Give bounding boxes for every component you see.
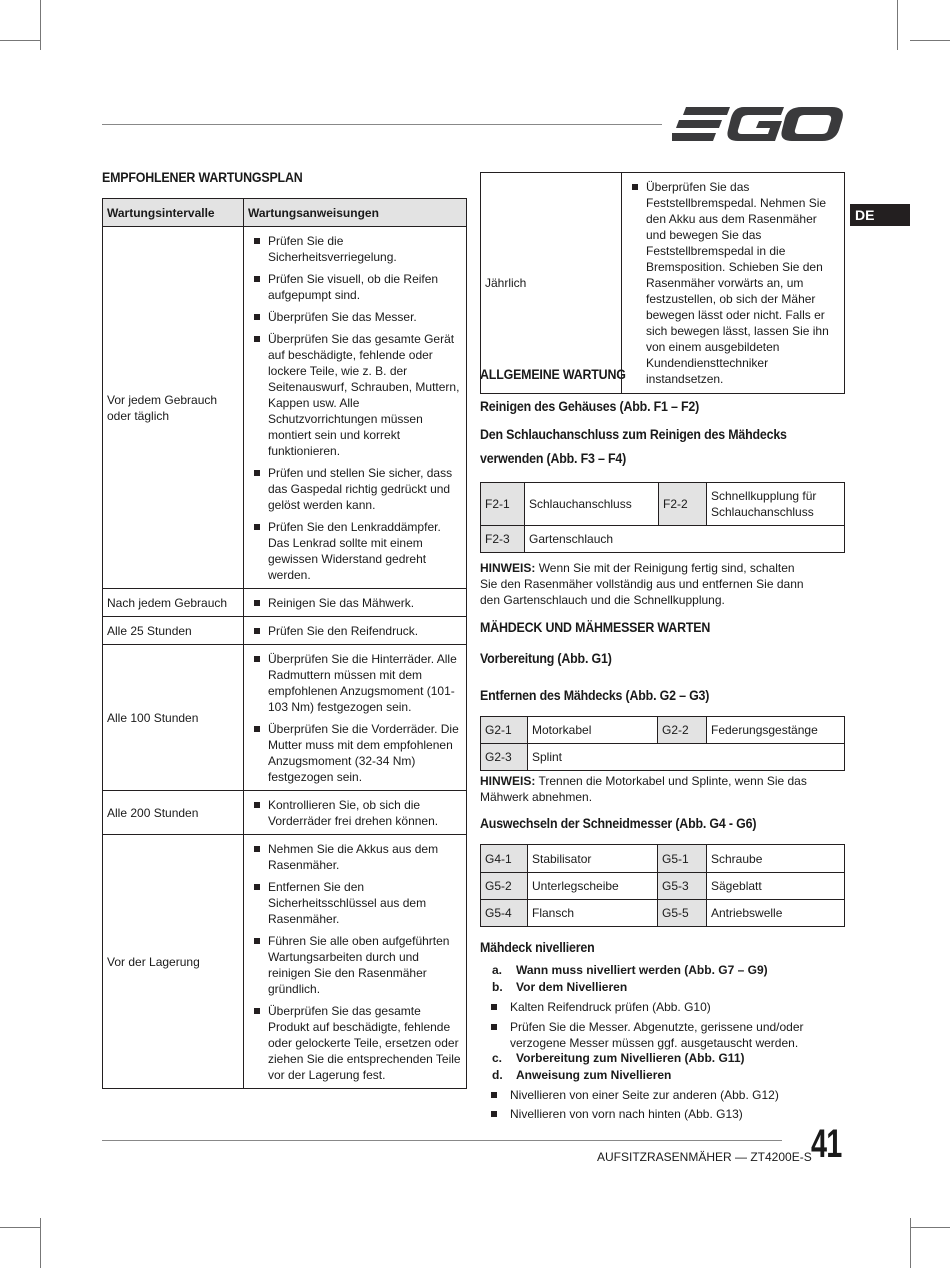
step-text: Wann muss nivelliert werden (Abb. G7 – G9)	[516, 963, 768, 977]
parts-table-f2	[480, 482, 845, 553]
interval-cell: Vor jedem Gebrauch oder täglich	[103, 227, 244, 589]
part-code: G5-2	[481, 873, 528, 900]
list-item: Überprüfen Sie die Hinterräder. Alle Radmuttern müssen mit dem empfohlenen Anzugsmoment (101-103 Nm) festgezogen sein.	[248, 651, 462, 715]
ego-logo	[672, 103, 844, 145]
step-text: Vor dem Nivellieren	[516, 980, 628, 994]
table-row	[481, 845, 845, 873]
table-row	[481, 483, 845, 526]
list-item: Überprüfen Sie das Messer.	[248, 309, 462, 325]
part-label: Schlauchanschluss	[525, 483, 659, 526]
interval-cell: Vor der Lagerung	[103, 835, 244, 1089]
hose-heading-line: verwenden (Abb. F3 – F4)	[480, 451, 627, 466]
table-row	[103, 791, 467, 835]
table-row	[481, 173, 845, 394]
table-row	[103, 589, 467, 617]
step-text: Anweisung zum Nivellieren	[516, 1068, 672, 1082]
note-text: Wenn Sie mit der Reinigung fertig sind, schalten Sie den Rasenmäher vollständig aus und entfernen Sie dann den Gartenschlauch und die Schnellkupplung.	[480, 561, 804, 607]
parts-table-g2	[480, 716, 845, 771]
clean-housing-heading: Reinigen des Gehäuses (Abb. F1 – F2)	[480, 399, 700, 414]
list-item: Überprüfen Sie das Feststellbremspedal. Nehmen Sie den Akku aus dem Rasenmäher und bewegen Sie das Feststellbremspedal in die Bremsposition. Schieben Sie den Rasenmäher vorwärts an, um festzustellen, ob sich der Mäher bewegen lässt oder nicht. Falls er sich bewegen lässt, lassen Sie ihn von einem ausgebildeten Kundendiensttechniker instandsetzen.	[626, 179, 840, 387]
part-code: G2-1	[481, 717, 528, 744]
list-item: Kontrollieren Sie, ob sich die Vorderräder frei drehen können.	[248, 797, 462, 829]
parts-table-g4	[480, 844, 845, 927]
level-step-d	[492, 1067, 671, 1083]
part-code: G5-4	[481, 900, 528, 927]
step-label: d.	[492, 1068, 503, 1082]
annual-maintenance-table	[480, 172, 845, 394]
table-row	[103, 617, 467, 645]
list-item: Prüfen und stellen Sie sicher, dass das Gaspedal richtig gedrückt und gelöst werden kann.	[248, 465, 462, 513]
part-label: Schnellkupplung für Schlauchanschluss	[707, 483, 845, 526]
part-label: Gartenschlauch	[525, 526, 845, 553]
list-item: Nivellieren von einer Seite zur anderen (Abb. G12)	[480, 1087, 844, 1103]
step-text: Vorbereitung zum Nivellieren (Abb. G11)	[516, 1051, 745, 1065]
note-text: Trennen die Motorkabel und Splinte, wenn Sie das Mähwerk abnehmen.	[480, 774, 807, 804]
table-row	[481, 900, 845, 927]
table-header: Wartungsintervalle	[103, 199, 244, 227]
list-item: Prüfen Sie den Reifendruck.	[248, 623, 462, 639]
interval-cell: Jährlich	[481, 173, 622, 394]
part-code: G5-1	[658, 845, 707, 873]
table-row	[481, 873, 845, 900]
table-row	[481, 744, 845, 771]
list-item: Kalten Reifendruck prüfen (Abb. G10)	[480, 999, 844, 1015]
preparation-heading: Vorbereitung (Abb. G1)	[480, 651, 612, 666]
step-label: b.	[492, 980, 503, 994]
list-item: Prüfen Sie den Lenkraddämpfer. Das Lenkrad sollte mit einem gewissen Widerstand gedreht werden.	[248, 519, 462, 583]
level-step-c	[492, 1050, 745, 1066]
footer-rule	[102, 1140, 782, 1141]
blade-replacement-heading: Auswechseln der Schneidmesser (Abb. G4 - G6)	[480, 816, 757, 831]
table-row	[103, 835, 467, 1089]
part-label: Motorkabel	[528, 717, 658, 744]
list-item: Nehmen Sie die Akkus aus dem Rasenmäher.	[248, 841, 462, 873]
level-deck-heading: Mähdeck nivellieren	[480, 940, 595, 955]
part-code: G4-1	[481, 845, 528, 873]
deck-maintenance-heading: MÄHDECK UND MÄHMESSER WARTEN	[480, 620, 711, 635]
list-item: Reinigen Sie das Mähwerk.	[248, 595, 462, 611]
list-item: Prüfen Sie die Messer. Abgenutzte, gerissene und/oder verzogene Messer müssen ggf. ausgetauscht werden.	[480, 1019, 844, 1051]
interval-cell: Alle 25 Stunden	[103, 617, 244, 645]
list-item: Überprüfen Sie das gesamte Produkt auf beschädigte, fehlende oder gelockerte Teile, ersetzen oder ziehen Sie die entsprechenden Teile vor der Lagerung fest.	[248, 1003, 462, 1083]
table-row	[481, 717, 845, 744]
part-label: Federungsgestänge	[707, 717, 845, 744]
note-label: HINWEIS:	[480, 774, 536, 788]
general-maintenance-heading: ALLGEMEINE WARTUNG	[480, 367, 626, 382]
part-label: Antriebswelle	[707, 900, 845, 927]
part-code: G5-3	[658, 873, 707, 900]
part-code: F2-2	[659, 483, 707, 526]
list-item: Überprüfen Sie das gesamte Gerät auf beschädigte, fehlende oder lockere Teile, wie z. B. der Seitenauswurf, Schrauben, Muttern, Kappen usw. Alle Schutzvorrichtungen müssen montiert sein und korrekt funktionieren.	[248, 331, 462, 459]
interval-cell: Alle 200 Stunden	[103, 791, 244, 835]
part-code: G2-3	[481, 744, 528, 771]
crop-mark	[910, 1227, 950, 1228]
part-label: Schraube	[707, 845, 845, 873]
part-label: Splint	[528, 744, 845, 771]
crop-mark	[0, 1227, 40, 1228]
crop-mark	[897, 0, 898, 50]
table-row	[103, 227, 467, 589]
list-item: Führen Sie alle oben aufgeführten Wartungsarbeiten durch und reinigen Sie den Rasenmäher gründlich.	[248, 933, 462, 997]
crop-mark	[910, 40, 950, 41]
crop-mark	[40, 1218, 41, 1268]
hose-heading-line: Den Schlauchanschluss zum Reinigen des Mähdecks	[480, 427, 787, 442]
remove-deck-heading: Entfernen des Mähdecks (Abb. G2 – G3)	[480, 688, 710, 703]
part-code: F2-3	[481, 526, 525, 553]
list-item: Prüfen Sie die Sicherheitsverriegelung.	[248, 233, 462, 265]
interval-cell: Alle 100 Stunden	[103, 645, 244, 791]
table-row	[481, 526, 845, 553]
table-row	[103, 645, 467, 791]
crop-mark	[910, 1218, 911, 1268]
crop-mark	[40, 0, 41, 50]
level-step-a	[492, 962, 768, 978]
table-header: Wartungsanweisungen	[244, 199, 467, 227]
footer-product-name: AUFSITZRASENMÄHER — ZT4200E-S	[597, 1150, 812, 1164]
part-label: Stabilisator	[528, 845, 658, 873]
crop-mark	[0, 40, 40, 41]
list-item: Nivellieren von vorn nach hinten (Abb. G13)	[480, 1106, 844, 1122]
maintenance-plan-heading: EMPFOHLENER WARTUNGSPLAN	[102, 170, 303, 185]
list-item: Prüfen Sie visuell, ob die Reifen aufgepumpt sind.	[248, 271, 462, 303]
part-code: F2-1	[481, 483, 525, 526]
list-item: Überprüfen Sie die Vorderräder. Die Mutter muss mit dem empfohlenen Anzugsmoment (32-34 Nm) festgezogen sein.	[248, 721, 462, 785]
page-number: 41	[811, 1122, 842, 1166]
note-deck	[480, 773, 844, 805]
step-label: c.	[492, 1051, 503, 1065]
language-tab: DE	[850, 204, 910, 226]
note-cleaning	[480, 560, 810, 608]
part-label: Flansch	[528, 900, 658, 927]
step-label: a.	[492, 963, 503, 977]
note-label: HINWEIS:	[480, 561, 536, 575]
part-code: G2-2	[658, 717, 707, 744]
interval-cell: Nach jedem Gebrauch	[103, 589, 244, 617]
list-item: Entfernen Sie den Sicherheitsschlüssel aus dem Rasenmäher.	[248, 879, 462, 927]
part-label: Sägeblatt	[707, 873, 845, 900]
part-code: G5-5	[658, 900, 707, 927]
hose-heading	[480, 424, 787, 470]
level-step-b	[492, 979, 627, 995]
part-label: Unterlegscheibe	[528, 873, 658, 900]
maintenance-table	[102, 198, 467, 1089]
header-rule	[102, 124, 662, 125]
